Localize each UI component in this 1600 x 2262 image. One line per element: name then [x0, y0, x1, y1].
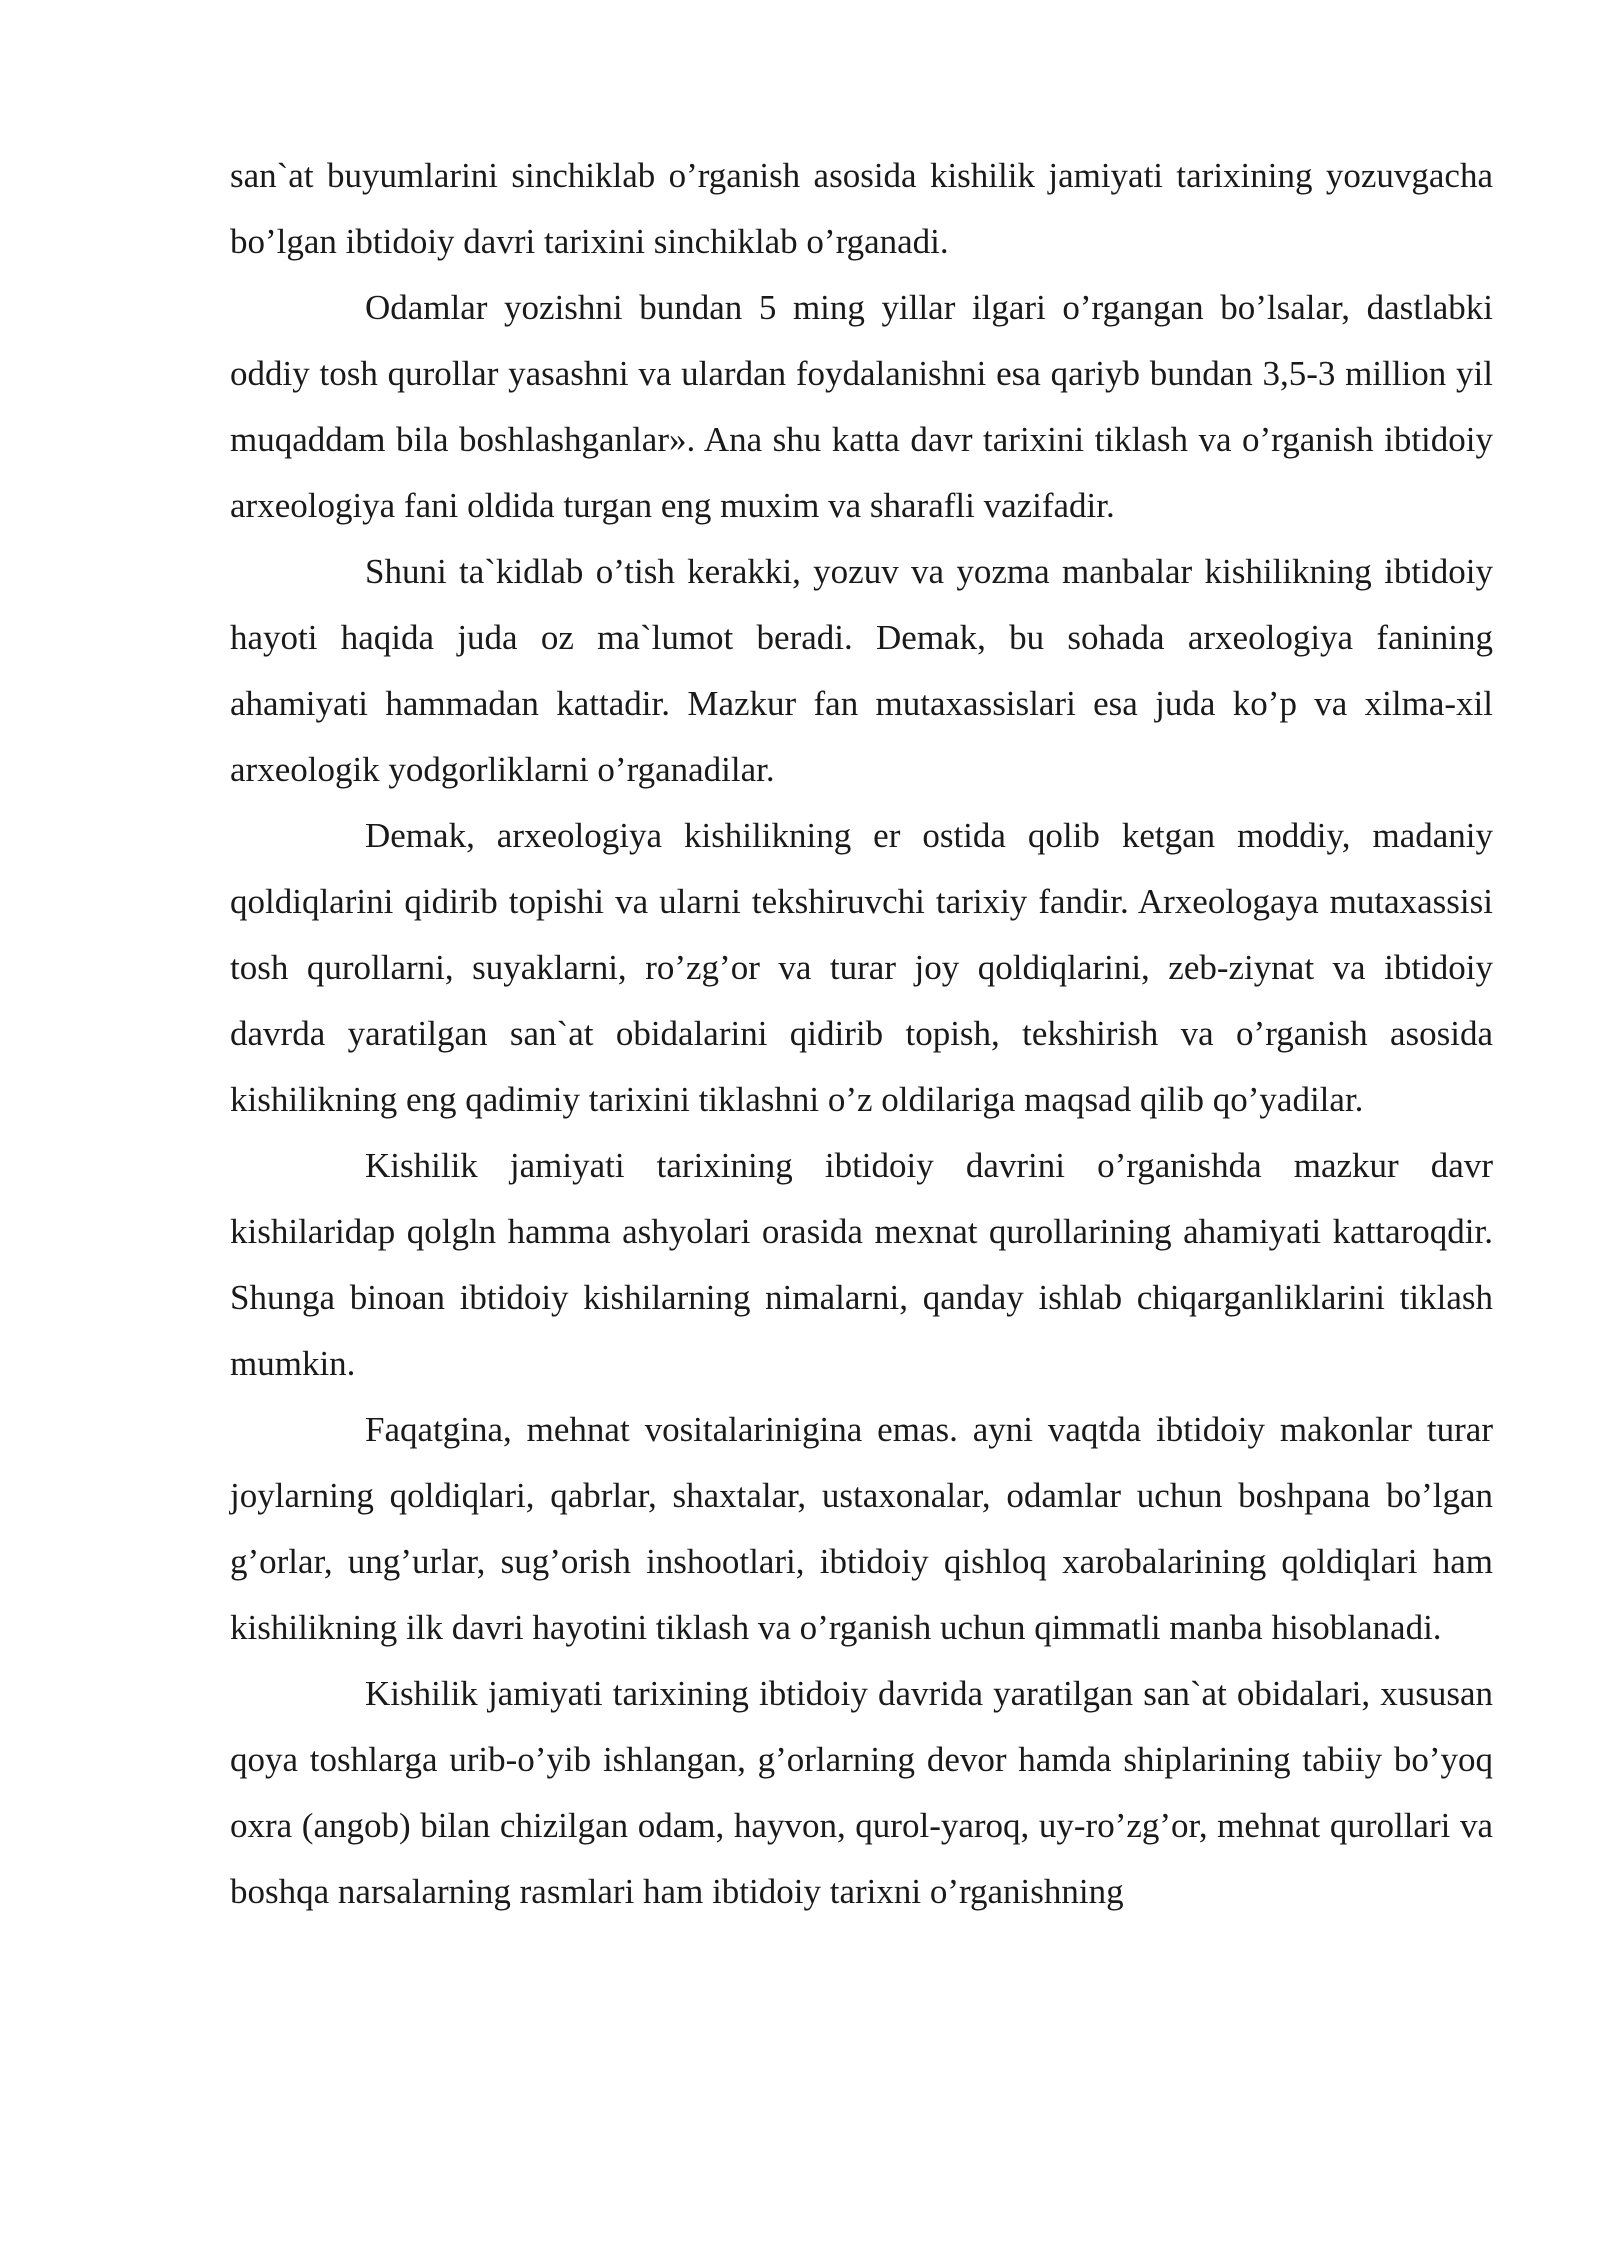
- document-page: [230, 143, 1493, 1925]
- paragraph-7: Kishilik jamiyati tarixining ibtidoiy davrida yaratilgan san`at obidalari, xususan qoya toshlarga urib-o’yib ishlangan, g’orlarning devor hamda shiplarining tabiiy bo’yoq oxra (angob) bilan chizilgan odam, hayvon, qurol-yaroq, uy-ro’zg’or, mehnat qurollari va boshqa narsalarning rasmlari ham ibtidoiy tarixni o’rganishning: [230, 1674, 1493, 1911]
- paragraph-3: Shuni ta`kidlab o’tish kerakki, yozuv va yozma manbalar kishilikning ibtidoiy hayoti haqida juda oz ma`lumot beradi. Demak, bu sohada arxeologiya fanining ahamiyati hammadan kattadir. Mazkur fan mutaxassislari esa juda ko’p va xilma-xil arxeologik yodgorliklarni o’rganadilar.: [230, 552, 1493, 789]
- paragraph-1: san`at buyumlarini sinchiklab o’rganish asosida kishilik jamiyati tarixining yozuvgacha bo’lgan ibtidoiy davri tarixini sinchiklab o’rganadi.: [230, 156, 1493, 261]
- paragraph-6: Faqatgina, mehnat vositalarinigina emas. ayni vaqtda ibtidoiy makonlar turar joylarning qoldiqlari, qabrlar, shaxtalar, ustaxonalar, odamlar uchun boshpana bo’lgan g’orlar, ung’urlar, sug’orish inshootlari, ibtidoiy qishloq xarobalarining qoldiqlari ham kishilikning ilk davri hayotini tiklash va o’rganish uchun qimmatli manba hisoblanadi.: [230, 1410, 1493, 1647]
- paragraph-2: Odamlar yozishni bundan 5 ming yillar ilgari o’rgangan bo’lsalar, dastlabki oddiy tosh qurollar yasashni va ulardan foydalanishni esa qariyb bundan 3,5-3 million yil muqaddam bila boshlashganlar». Ana shu katta davr tarixini tiklash va o’rganish ibtidoiy arxeologiya fani oldida turgan eng muxim va sharafli vazifadir.: [230, 288, 1493, 525]
- paragraph-4: Demak, arxeologiya kishilikning er ostida qolib ketgan moddiy, madaniy qoldiqlarini qidirib topishi va ularni tekshiruvchi tarixiy fandir. Arxeologaya mutaxassisi tosh qurollarni, suyaklarni, ro’zg’or va turar joy qoldiqlarini, zeb-ziynat va ibtidoiy davrda yaratilgan san`at obidalarini qidirib topish, tekshirish va o’rganish asosida kishilikning eng qadimiy tarixini tiklashni o’z oldilariga maqsad qilib qo’yadilar.: [230, 816, 1493, 1119]
- paragraph-5: Kishilik jamiyati tarixining ibtidoiy davrini o’rganishda mazkur davr kishilaridap qolgln hamma ashyolari orasida mexnat qurollarining ahamiyati kattaroqdir. Shunga binoan ibtidoiy kishilarning nimalarni, qanday ishlab chiqarganliklarini tiklash mumkin.: [230, 1146, 1493, 1383]
